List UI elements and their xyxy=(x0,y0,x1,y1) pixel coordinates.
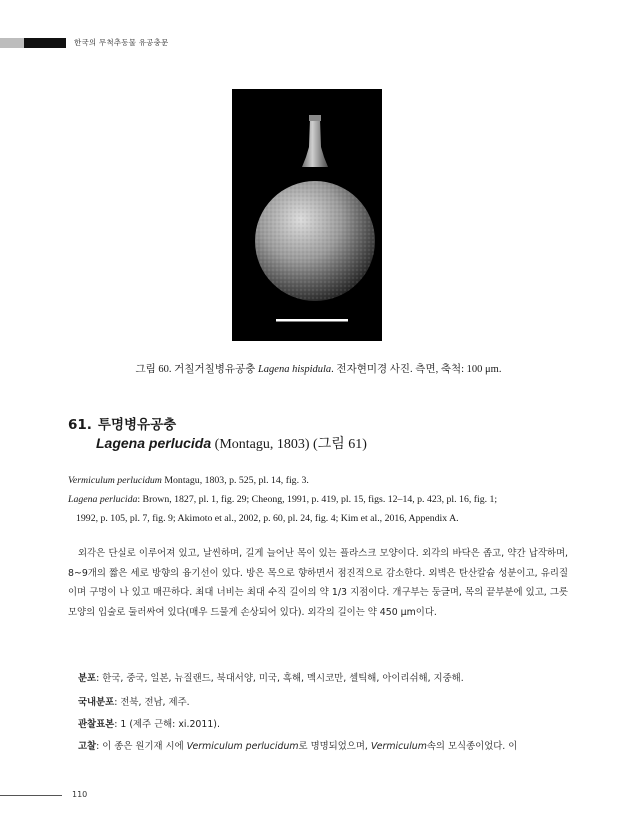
sem-photograph xyxy=(232,89,382,341)
specimens-line: 관찰표본: 1 (제주 근해: xi.2011). xyxy=(78,719,220,730)
footer-rule xyxy=(0,795,62,796)
distribution-line: 분포: 한국, 중국, 일본, 뉴질랜드, 북대서양, 미국, 흑해, 멕시코만, 셀틱해, 아이리쉬해, 지중해. xyxy=(78,673,464,684)
synonym-entry: Lagena perlucida: Brown, 1827, pl. 1, fig. 29; Cheong, 1991, p. 419, pl. 15, figs. 12–14, p. 423, pl. 16, fig. 1; 1992, p. 105, pl. 7, fig. 9; Akimoto et al., 2002, p. 60, pl. 24, fig. 4; Kim et al., 2016, Appendix A. xyxy=(68,494,498,524)
synonym-entry: Vermiculum perlucidum Montagu, 1803, p. 525, pl. 14, fig. 3. xyxy=(68,475,309,486)
header-gray-bar xyxy=(0,38,24,48)
domestic-distribution-line: 국내분포: 전북, 전남, 제주. xyxy=(78,697,190,708)
foraminifera-image xyxy=(232,89,382,341)
section-heading: 61. 투명병유공충 xyxy=(68,417,177,433)
figure-caption: 그림 60. 거칠거칠병유공충 Lagena hispidula. 전자현미경 사진. 측면, 축척: 100 μm. xyxy=(135,364,502,375)
running-title: 한국의 무척추동물 유공충문 xyxy=(74,38,169,47)
page-number: 110 xyxy=(72,790,88,799)
scale-bar xyxy=(276,319,348,322)
species-title: Lagena perlucida (Montagu, 1803) (그림 61) xyxy=(96,435,367,452)
description-paragraph: 외각은 단실로 이루어져 있고, 날씬하며, 길게 늘어난 목이 있는 플라스크 모양이다. 외각의 바닥은 좁고, 약간 납작하며, 8~9개의 짧은 세로 방향의 융기선이 있다. 방은 목으로 향하면서 점진적으로 감소한다. 외벽은 탄산칼슘 성분이고, 유리질이며 구멍이 나 있고 매끈하다. 최대 너비는 최대 수직 길이의 약 1/3 지점이다. 개구부는 둥글며, 목의 끝부분에 있고, 그릇 모양의 입술로 둘러싸여 있다(매우 드물게 손상되어 있다). 외각의 길이는 약 450 μm이다. xyxy=(68,548,568,619)
header-black-bar xyxy=(24,38,66,48)
remarks-line: 고찰: 이 종은 원기재 시에 Vermiculum perlucidum로 명명되었으며, Vermiculum속의 모식종이었다. 이 xyxy=(78,741,518,752)
